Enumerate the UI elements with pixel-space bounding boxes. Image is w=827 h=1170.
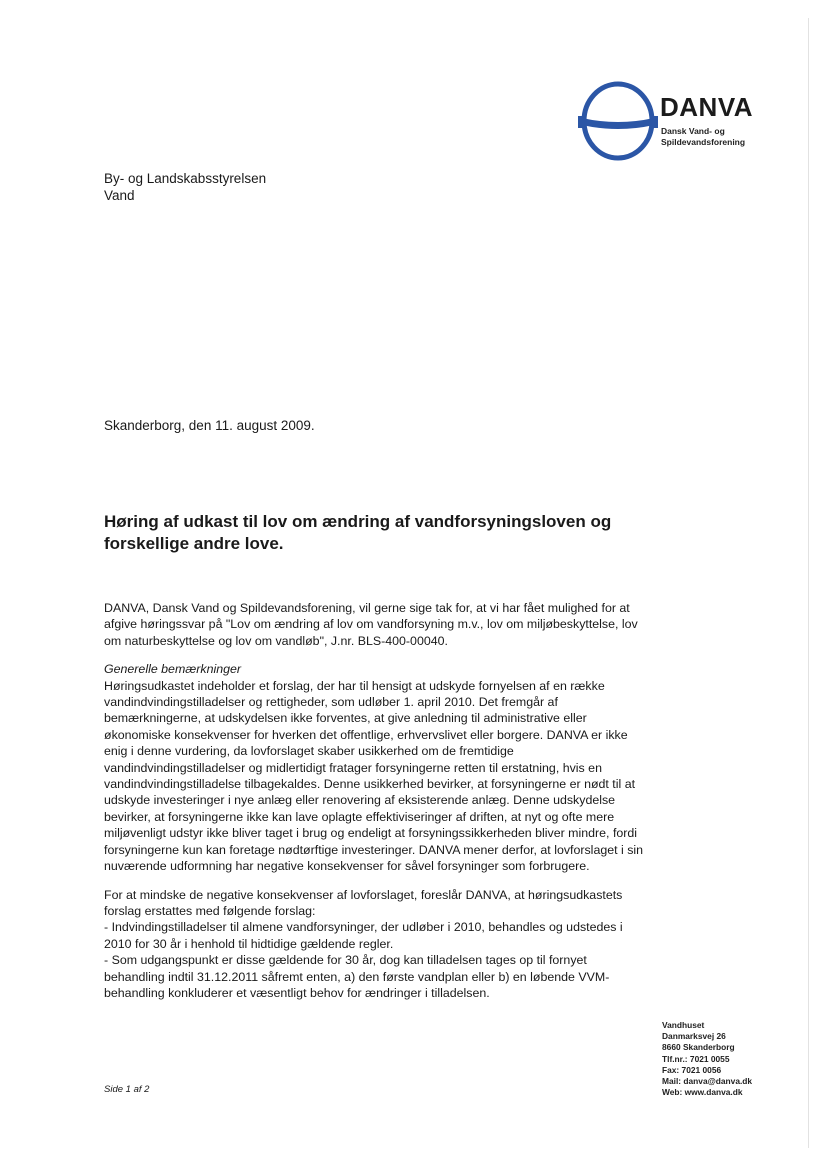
section-paragraph: Høringsudkastet indeholder et forslag, der har til hensigt at udskyde fornyelsen af en række vandindvindingstilladelser og rettigheder, som udløber 1. april 2010. Det fremgår af bemærkningerne, at udskydelsen ikke forventes, at give anledning til administrative eller økonomiske konsekvenser for hverken det offentlige, erhvervslivet eller borgere. DANVA er ikke enig i denne vurdering, da lovforslaget skaber usikkerhed om de fremtidige vandindvindingstilladelser og midlertidigt fratager forsyningerne retten til erstatning, hvis en vandindvindingstilladelse tilbagekaldes. Denne usikkerhed bevirker, at forsyningerne er nødt til at udskyde investeringer i nye anlæg eller renovering af eksisterende anlæg. Denne udskydelse bevirker, at forsyningerne ikke kan lave oplagte effektiviseringer af driften, at nyt og ofte mere miljøvenligt udstyr ikke bliver taget i brug og endeligt at forsyningssikkerheden bliver mindre, fordi forsyningerne kun kan foretage nødtørftige investeringer. DANVA mener derfor, at lovforslaget i sin nuværende udformning har negative konsekvenser for såvel forsyninger som forbrugere. <box>104 678 644 874</box>
address-line: Fax: 7021 0056 <box>662 1064 722 1075</box>
proposal-item: - Som udgangspunkt er disse gældende for 30 år, dog kan tilladelsen tages op til fornyet behandling indtil 31.12.2011 såfremt enten, a) den første vandplan eller b) en løbende VVM-behandling konkluderer et væsentligt behov for ændringer i tilladelsen. <box>104 953 610 1000</box>
page-edge-line <box>808 18 809 1148</box>
intro-paragraph: DANVA, Dansk Vand og Spildevandsforening, vil gerne sige tak for, at vi har fået mulighed for at afgive høringssvar på "Lov om ændring af lov om vandforsyning m.v., lov om miljøbeskyttelse, lov om naturbeskyttelse og lov om vandløb", J.nr. BLS-400-00040. <box>104 601 638 648</box>
recipient-department: Vand <box>104 188 135 203</box>
proposal-item: - Indvindingstilladelser til almene vandforsyninger, der udløber i 2010, behandles og udstedes i 2010 for 30 år i henhold til hidtidige gældende regler. <box>104 920 623 951</box>
letter-body <box>104 600 644 1001</box>
logo-subtitle-line: Spildevandsforening <box>661 137 746 147</box>
address-email: Mail: danva@danva.dk <box>662 1076 753 1087</box>
recipient-name: By- og Landskabsstyrelsen <box>104 171 267 186</box>
address-line: 8660 Skanderborg <box>662 1042 735 1053</box>
logo-subtitle <box>661 126 745 148</box>
danva-logo <box>578 80 758 162</box>
address-line: Danmarksvej 26 <box>662 1031 726 1042</box>
danva-logo-icon <box>578 80 658 162</box>
proposal-intro: For at mindske de negative konsekvenser af lovforslaget, foreslår DANVA, at høringsudkastets forslag erstattes med følgende forslag: <box>104 887 623 918</box>
letter-heading: Høring af udkast til lov om ændring af vandforsyningsloven og forskellige andre love. <box>104 512 612 553</box>
address-line: Vandhuset <box>662 1020 705 1030</box>
logo-name: DANVA <box>660 92 754 122</box>
address-block <box>662 1020 752 1098</box>
address-web: Web: www.danva.dk <box>662 1087 743 1098</box>
page-number: Side 1 af 2 <box>104 1084 150 1095</box>
section-title: Generelle bemærkninger <box>104 662 242 677</box>
logo-subtitle-line: Dansk Vand- og <box>661 126 725 136</box>
address-line: Tlf.nr.: 7021 0055 <box>662 1053 730 1064</box>
date-line: Skanderborg, den 11. august 2009. <box>104 418 315 433</box>
recipient-block <box>104 170 266 204</box>
